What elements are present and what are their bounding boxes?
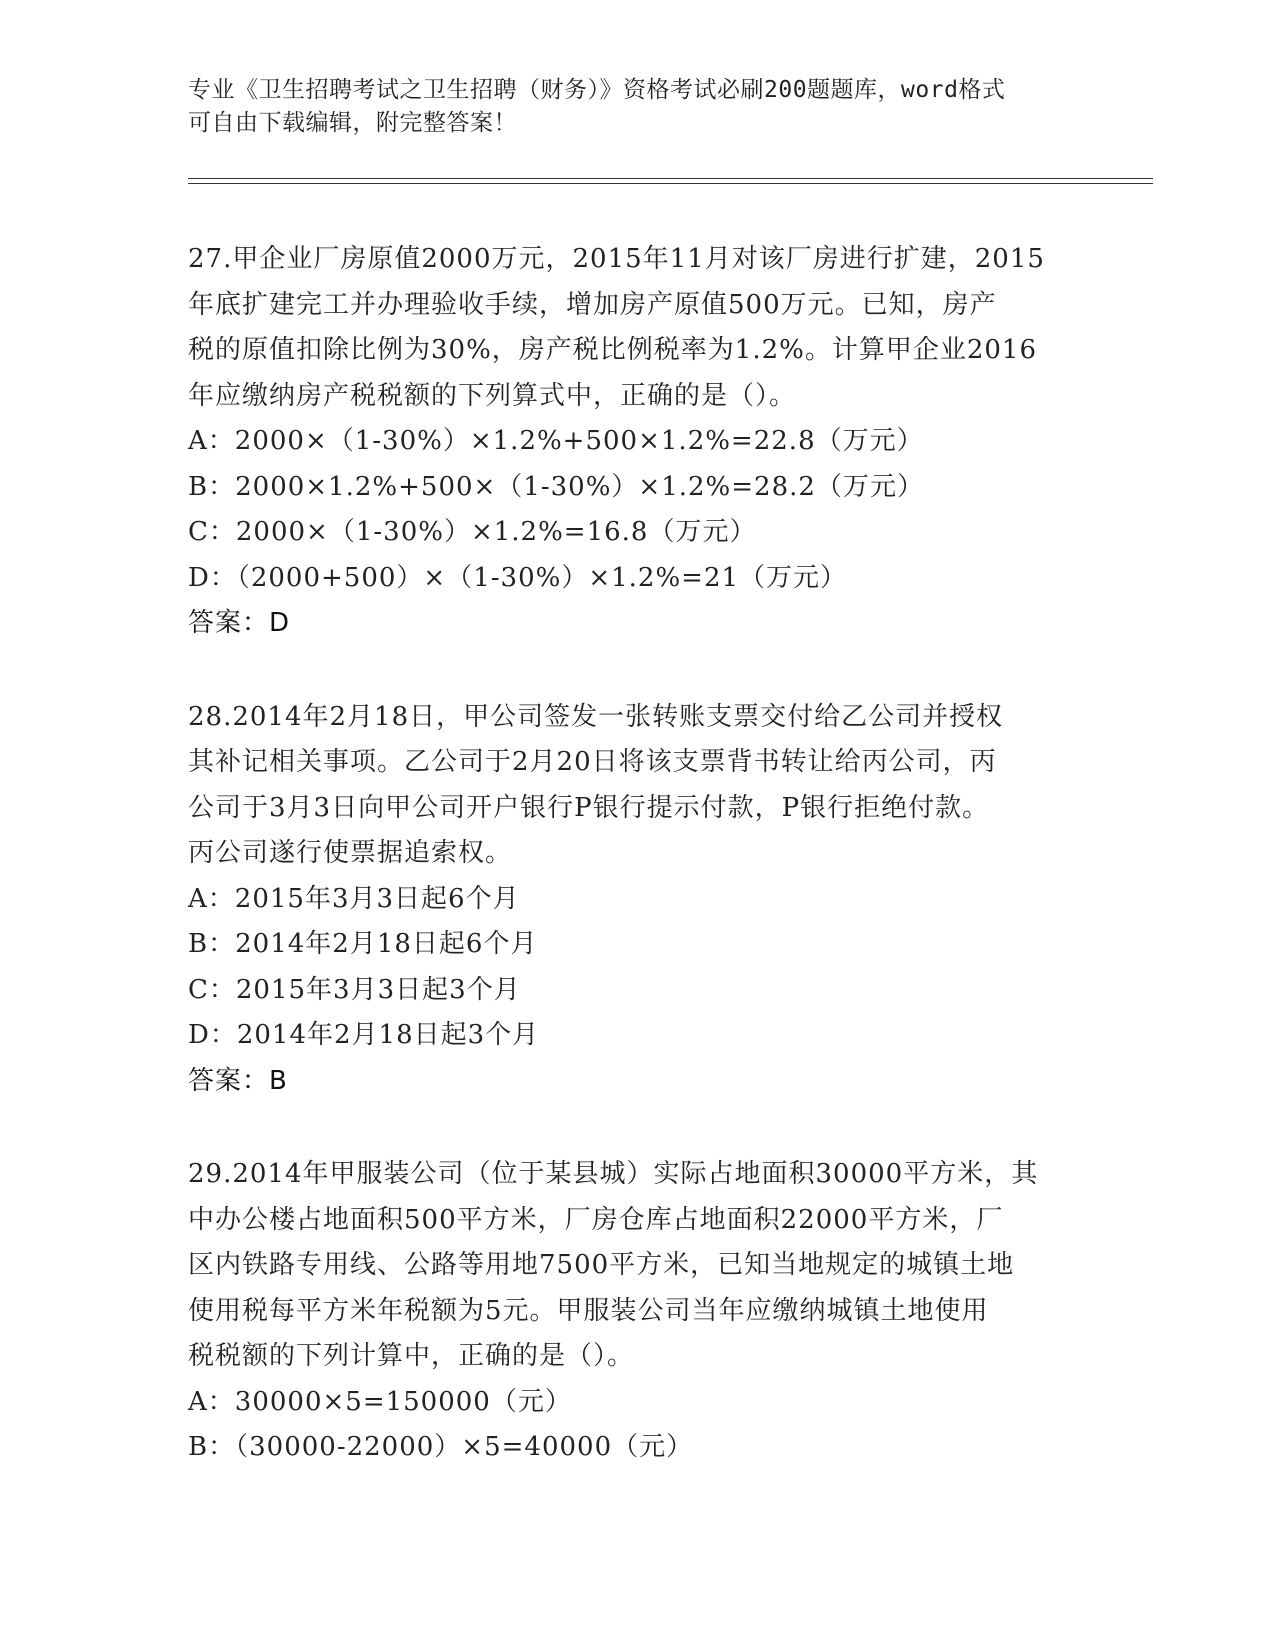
option-c: C：2015年3月3日起3个月 — [188, 974, 521, 1005]
question-stem-line: 中办公楼占地面积500平方米，厂房仓库占地面积22000平方米，厂 — [188, 1204, 1004, 1235]
option-a: A：2000×（1-30%）×1.2%+500×1.2%=22.8（万元） — [188, 426, 924, 456]
option-b: B：2014年2月18日起6个月 — [188, 929, 538, 959]
header-divider-bottom — [188, 183, 1153, 184]
option-d: D：2014年2月18日起3个月 — [188, 1020, 540, 1050]
answer-label: 答案：B — [188, 1065, 288, 1096]
question-stem-line: 其补记相关事项。乙公司于2月20日将该支票背书转让给丙公司，丙 — [188, 747, 997, 777]
question-stem-line: 公司于3月3日向甲公司开户银行P银行提示付款，P银行拒绝付款。 — [188, 792, 990, 823]
option-a: A：30000×5=150000（元） — [188, 1386, 572, 1417]
question-stem-line: 使用税每平方米年税额为5元。甲服装公司当年应缴纳城镇土地使用 — [188, 1295, 989, 1326]
question-28 — [188, 695, 1088, 1105]
question-stem-line: 27.甲企业厂房原值2000万元，2015年11月对该厂房进行扩建，2015 — [188, 244, 1045, 274]
option-b: B：（30000-22000）×5=40000（元） — [188, 1432, 694, 1462]
question-list — [188, 237, 1088, 1519]
option-c: C：2000×（1-30%）×1.2%=16.8（万元） — [188, 517, 757, 547]
question-stem-line: 税税额的下列计算中，正确的是（）。 — [188, 1341, 635, 1371]
question-stem-line: 28.2014年2月18日，甲公司签发一张转账支票交付给乙公司并授权 — [188, 701, 1004, 732]
header-divider-top — [188, 178, 1153, 179]
document-header — [188, 74, 1088, 140]
option-a: A：2015年3月3日起6个月 — [188, 883, 520, 914]
question-27 — [188, 237, 1088, 647]
header-line-1: 专业《卫生招聘考试之卫生招聘（财务）》资格考试必刷200题题库，word格式 — [188, 77, 1006, 103]
answer-label: 答案：D — [188, 608, 291, 638]
question-stem-line: 丙公司遂行使票据追索权。 — [188, 838, 513, 868]
option-d: D：（2000+500）×（1-30%）×1.2%=21（万元） — [188, 562, 848, 593]
header-line-2: 可自由下载编辑，附完整答案！ — [188, 110, 517, 136]
question-stem-line: 年底扩建完工并办理验收手续，增加房产原值500万元。已知，房产 — [188, 289, 997, 320]
question-stem-line: 区内铁路专用线、公路等用地7500平方米，已知当地规定的城镇土地 — [188, 1250, 1015, 1280]
question-stem-line: 年应缴纳房产税税额的下列算式中，正确的是（）。 — [188, 380, 797, 411]
question-stem-line: 29.2014年甲服装公司（位于某县城）实际占地面积30000平方米，其 — [188, 1159, 1039, 1189]
question-29 — [188, 1152, 1088, 1471]
option-b: B：2000×1.2%+500×（1-30%）×1.2%=28.2（万元） — [188, 471, 924, 502]
question-stem-line: 税的原值扣除比例为30%，房产税比例税率为1.2%。计算甲企业2016 — [188, 335, 1038, 365]
